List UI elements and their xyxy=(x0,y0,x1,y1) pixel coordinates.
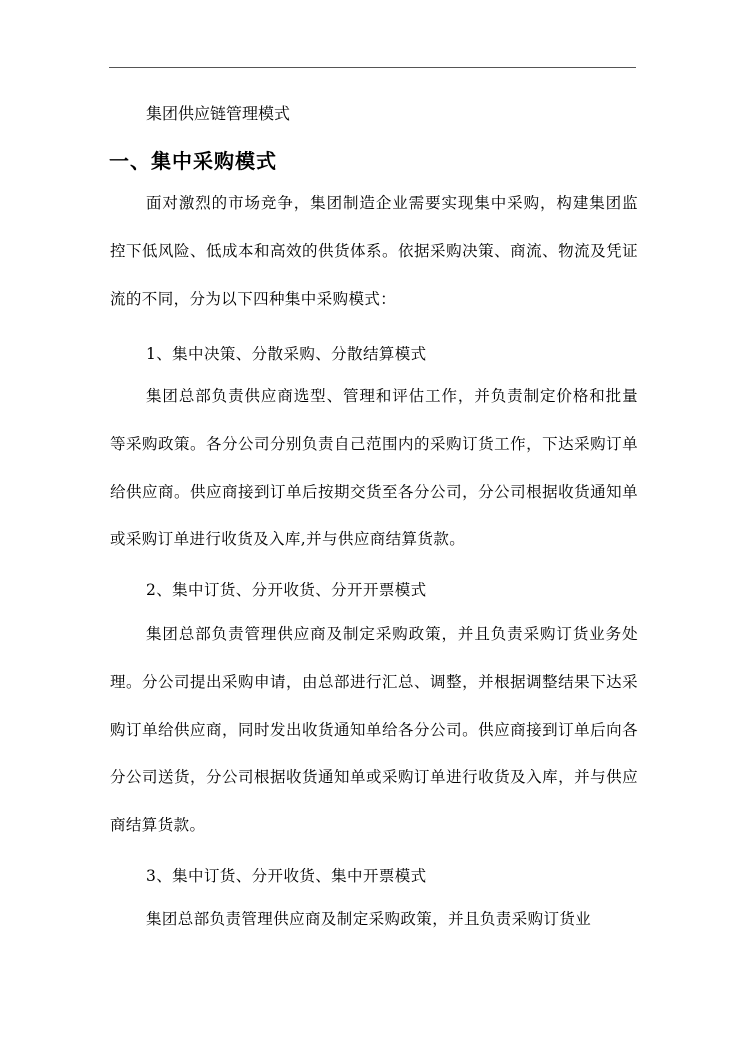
header-rule xyxy=(109,67,636,68)
intro-paragraph: 面对激烈的市场竞争，集团制造企业需要实现集中采购，构建集团监控下低风险、低成本和高效的供货体系。依据采购决策、商流、物流及凭证流的不同，分为以下四种集中采购模式： xyxy=(110,194,638,308)
mode3-paragraph: 集团总部负责管理供应商及制定采购政策，并且负责采购订货业 xyxy=(146,910,592,928)
mode3-heading: 3、集中订货、分开收货、集中开票模式 xyxy=(146,867,427,885)
document-title: 集团供应链管理模式 xyxy=(146,104,291,123)
mode1-paragraph: 集团总部负责供应商选型、管理和评估工作，并负责制定价格和批量等采购政策。各分公司分别负责自己范围内的采购订货工作，下达采购订单给供应商。供应商接到订单后按期交货至各分公司，分公司根据收货通知单或采购订单进行收货及入库,并与供应商结算货款。 xyxy=(110,387,638,549)
section-heading: 一、集中采购模式 xyxy=(109,149,277,173)
mode2-heading: 2、集中订货、分开收货、分开开票模式 xyxy=(146,581,427,599)
mode2-paragraph: 集团总部负责管理供应商及制定采购政策，并且负责采购订货业务处理。分公司提出采购申请，由总部进行汇总、调整，并根据调整结果下达采购订单给供应商，同时发出收货通知单给各分公司。供应商接到订单后向各分公司送货，分公司根据收货通知单或采购订单进行收货及入库，并与供应商结算货款。 xyxy=(110,625,638,835)
mode1-heading: 1、集中决策、分散采购、分散结算模式 xyxy=(146,345,427,363)
